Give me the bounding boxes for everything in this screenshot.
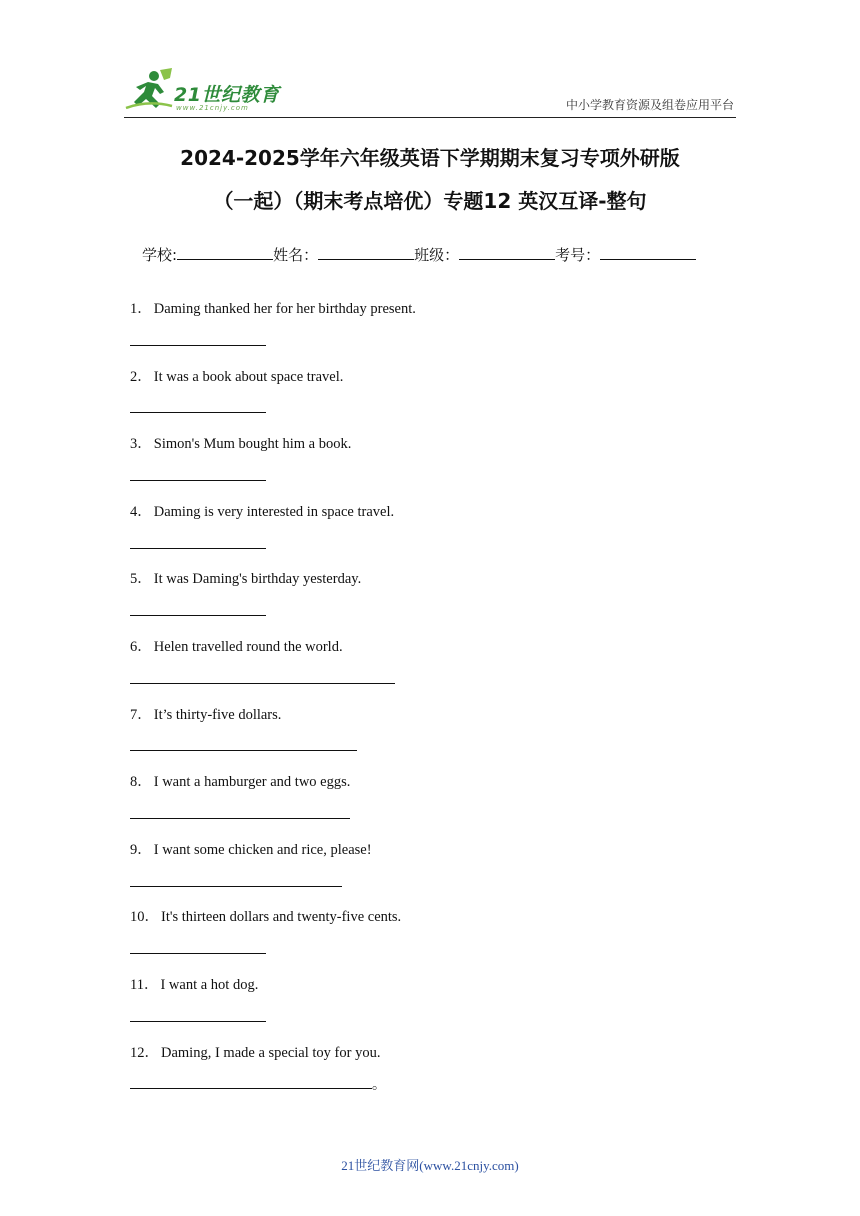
answer-line-3[interactable] — [130, 479, 266, 481]
question-text: Daming, I made a special toy for you. — [161, 1045, 381, 1061]
exam-number-label: 考号： — [555, 246, 601, 264]
question-text: It was a book about space travel. — [153, 369, 344, 385]
exam-number-blank[interactable] — [600, 245, 696, 260]
question-10 — [130, 905, 401, 926]
question-8 — [130, 770, 350, 791]
question-text: I want some chicken and rice, please! — [153, 842, 372, 858]
question-number: 2． — [130, 369, 152, 385]
question-4 — [130, 500, 394, 521]
question-number: 10． — [130, 909, 159, 925]
name-blank[interactable] — [318, 245, 414, 260]
runner-logo-icon — [124, 66, 174, 114]
answer-line-5[interactable] — [130, 614, 266, 616]
question-7 — [130, 703, 281, 724]
answer-line-10[interactable] — [130, 952, 266, 954]
question-1 — [130, 297, 416, 318]
question-number: 11． — [130, 977, 159, 993]
question-number: 12． — [130, 1045, 159, 1061]
page-footer[interactable]: 21世纪教育网(www.21cnjy.com) — [341, 1158, 519, 1173]
answer-line-6[interactable] — [130, 682, 395, 684]
question-text: It's thirteen dollars and twenty-five cents. — [161, 909, 402, 925]
question-text: Helen travelled round the world. — [153, 639, 343, 655]
question-6 — [130, 635, 343, 656]
student-info-line — [142, 244, 696, 265]
question-text: Simon's Mum bought him a book. — [153, 436, 352, 452]
question-number: 5． — [130, 571, 152, 587]
page-title-line-1: 2024-2025学年六年级英语下学期期末复习专项外研版 — [180, 146, 680, 170]
answer-line-1[interactable] — [130, 344, 266, 346]
platform-tagline: 中小学教育资源及组卷应用平台 — [565, 98, 734, 112]
question-3 — [130, 432, 351, 453]
question-number: 8． — [130, 774, 152, 790]
question-2 — [130, 365, 343, 386]
question-text: Daming is very interested in space travel. — [153, 504, 395, 520]
question-number: 4． — [130, 504, 152, 520]
question-number: 1． — [130, 301, 152, 317]
answer-line-12[interactable] — [130, 1087, 372, 1089]
question-5 — [130, 567, 361, 588]
school-blank[interactable] — [177, 245, 273, 260]
question-9 — [130, 838, 372, 859]
answer-line-9[interactable] — [130, 885, 342, 887]
question-text: I want a hot dog. — [160, 977, 259, 993]
class-label: 班级： — [414, 246, 460, 264]
question-text: I want a hamburger and two eggs. — [153, 774, 351, 790]
logo-wordmark: 21世纪教育 — [174, 84, 280, 106]
logo-url: www.21cnjy.com — [176, 104, 249, 112]
header-divider — [124, 117, 736, 118]
question-number: 9． — [130, 842, 152, 858]
school-label: 学校: — [142, 246, 178, 264]
question-text: Daming thanked her for her birthday present. — [153, 301, 416, 317]
question-number: 7． — [130, 707, 152, 723]
answer-line-12-period: 。 — [372, 1078, 386, 1093]
page-title-line-2: （一起）（期末考点培优）专题12 英汉互译-整句 — [213, 189, 647, 213]
question-11 — [130, 973, 258, 994]
answer-line-7[interactable] — [130, 749, 357, 751]
answer-line-4[interactable] — [130, 547, 266, 549]
question-text: It was Daming's birthday yesterday. — [153, 571, 362, 587]
answer-line-8[interactable] — [130, 817, 350, 819]
site-logo[interactable] — [124, 66, 294, 114]
answer-line-11[interactable] — [130, 1020, 266, 1022]
question-12 — [130, 1041, 380, 1062]
class-blank[interactable] — [459, 245, 555, 260]
answer-line-2[interactable] — [130, 411, 266, 413]
question-text: It’s thirty-five dollars. — [153, 707, 282, 723]
question-number: 3． — [130, 436, 152, 452]
question-number: 6． — [130, 639, 152, 655]
name-label: 姓名： — [273, 246, 319, 264]
page-header — [124, 66, 736, 116]
